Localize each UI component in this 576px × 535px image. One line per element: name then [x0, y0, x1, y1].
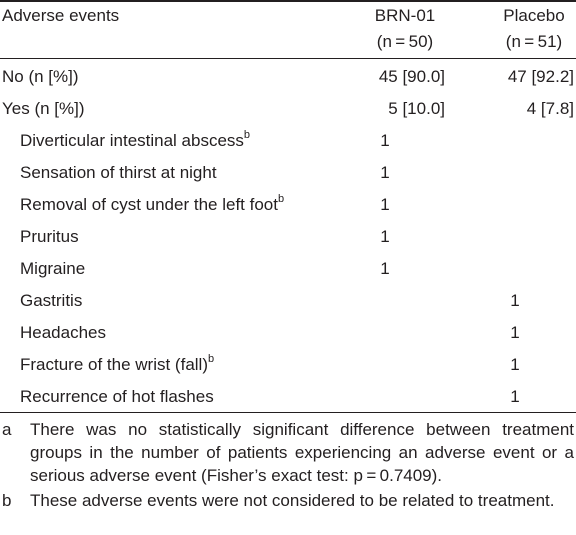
header-adverse-events: Adverse events [2, 6, 120, 25]
row-yes-brn: 5 [10.0] [388, 99, 445, 118]
row-no-label: No (n [%]) [2, 67, 79, 86]
event-label: Recurrence of hot flashes [20, 387, 214, 406]
row-no-brn: 45 [90.0] [378, 67, 445, 86]
event-placebo: 1 [510, 291, 520, 310]
event-brn: 1 [380, 131, 390, 150]
event-label: Headaches [20, 323, 107, 342]
footnote-b-mark: b [2, 491, 12, 510]
footnote-b-text: These adverse events were not considered to be related to treatment. [30, 491, 555, 510]
row-yes-label: Yes (n [%]) [2, 99, 85, 118]
event-label: Sensation of thirst at night [20, 163, 217, 182]
header-brn01-n: (n = 50) [376, 32, 434, 51]
event-label: Gastritis [20, 291, 83, 310]
event-brn: 1 [380, 163, 390, 182]
event-brn: 1 [380, 195, 390, 214]
header-brn01: BRN-01 [374, 6, 436, 25]
event-placebo: 1 [510, 323, 520, 342]
event-label: Diverticular intestinal abscess$^b$ [20, 129, 251, 150]
footnote-a-text: There was no statistically significant difference between treatment groups in the number of patients experiencing an adverse event or a serious adverse event (Fisher’s exact test: p = 0.7409). [30, 420, 574, 485]
header-placebo: Placebo [503, 6, 565, 25]
footnote-ref-b: b [208, 353, 215, 366]
footnote-a-mark: a [2, 420, 12, 439]
header-placebo-n: (n = 51) [505, 32, 563, 51]
event-brn: 1 [380, 227, 390, 246]
event-placebo: 1 [510, 355, 520, 374]
header-rule [0, 58, 576, 59]
top-rule [0, 0, 576, 2]
row-yes-placebo: 4 [7.8] [526, 99, 574, 118]
event-label: Migraine [20, 259, 86, 278]
row-no-placebo: 47 [92.2] [507, 67, 574, 86]
bottom-rule [0, 412, 576, 413]
event-placebo: 1 [510, 387, 520, 406]
footnote-ref-b: b [243, 129, 251, 142]
event-label: Removal of cyst under the left foot$^b$ [20, 193, 285, 214]
event-label: Pruritus [20, 227, 79, 246]
event-label: Fracture of the wrist (fall)$^b$ [20, 353, 215, 374]
event-brn: 1 [380, 259, 390, 278]
footnote-ref-b: b [277, 193, 285, 206]
